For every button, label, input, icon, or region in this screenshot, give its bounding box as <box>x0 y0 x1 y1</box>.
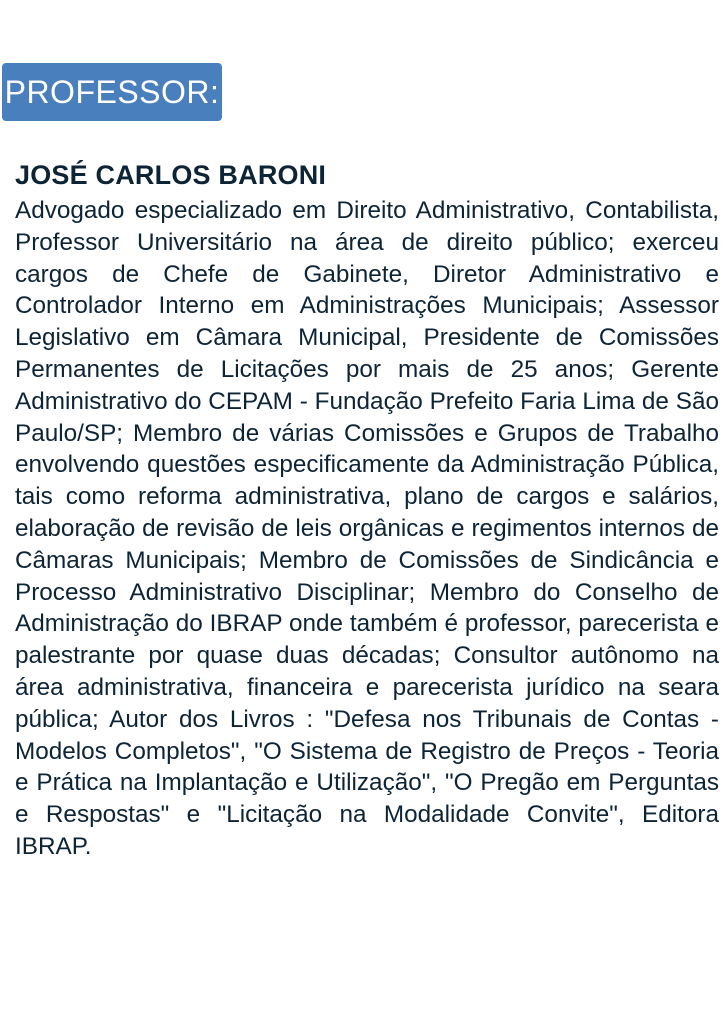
professor-name: JOSÉ CARLOS BARONI <box>15 160 327 190</box>
professor-bio: Advogado especializado em Direito Administrativo, Contabilista, Professor Universitário na área de direito público; exerceu cargos de Chefe de Gabinete, Diretor Administrativo e Controlador Interno em Administrações Municipais; Assessor Legislativo em Câmara Municipal, Presidente de Comissões Permanentes de Licitações por mais de 25 anos; Gerente Administrativo do CEPAM - Fundação Prefeito Faria Lima de São Paulo/SP; Membro de várias Comissões e Grupos de Trabalho envolvendo questões especificamente da Administração Pública, tais como reforma administrativa, plano de cargos e salários, elaboração de revisão de leis orgânicas e regimentos internos de Câmaras Municipais; Membro de Comissões de Sindicância e Processo Administrativo Disciplinar; Membro do Conselho de Administração do IBRAP onde também é professor, parecerista e palestrante por quase duas décadas; Consultor autônomo na área administrativa, financeira e parecerista jurídico na seara pública; Autor dos Livros : "Defesa nos Tribunais de Contas - Modelos Completos", "O Sistema de Registro de Preços - Teoria e Prática na Implantação e Utilização", "O Pregão em Perguntas e Respostas" e "Licitação na Modalidade Convite", Editora IBRAP. <box>15 197 719 860</box>
professor-section-badge: PROFESSOR: <box>2 63 222 121</box>
